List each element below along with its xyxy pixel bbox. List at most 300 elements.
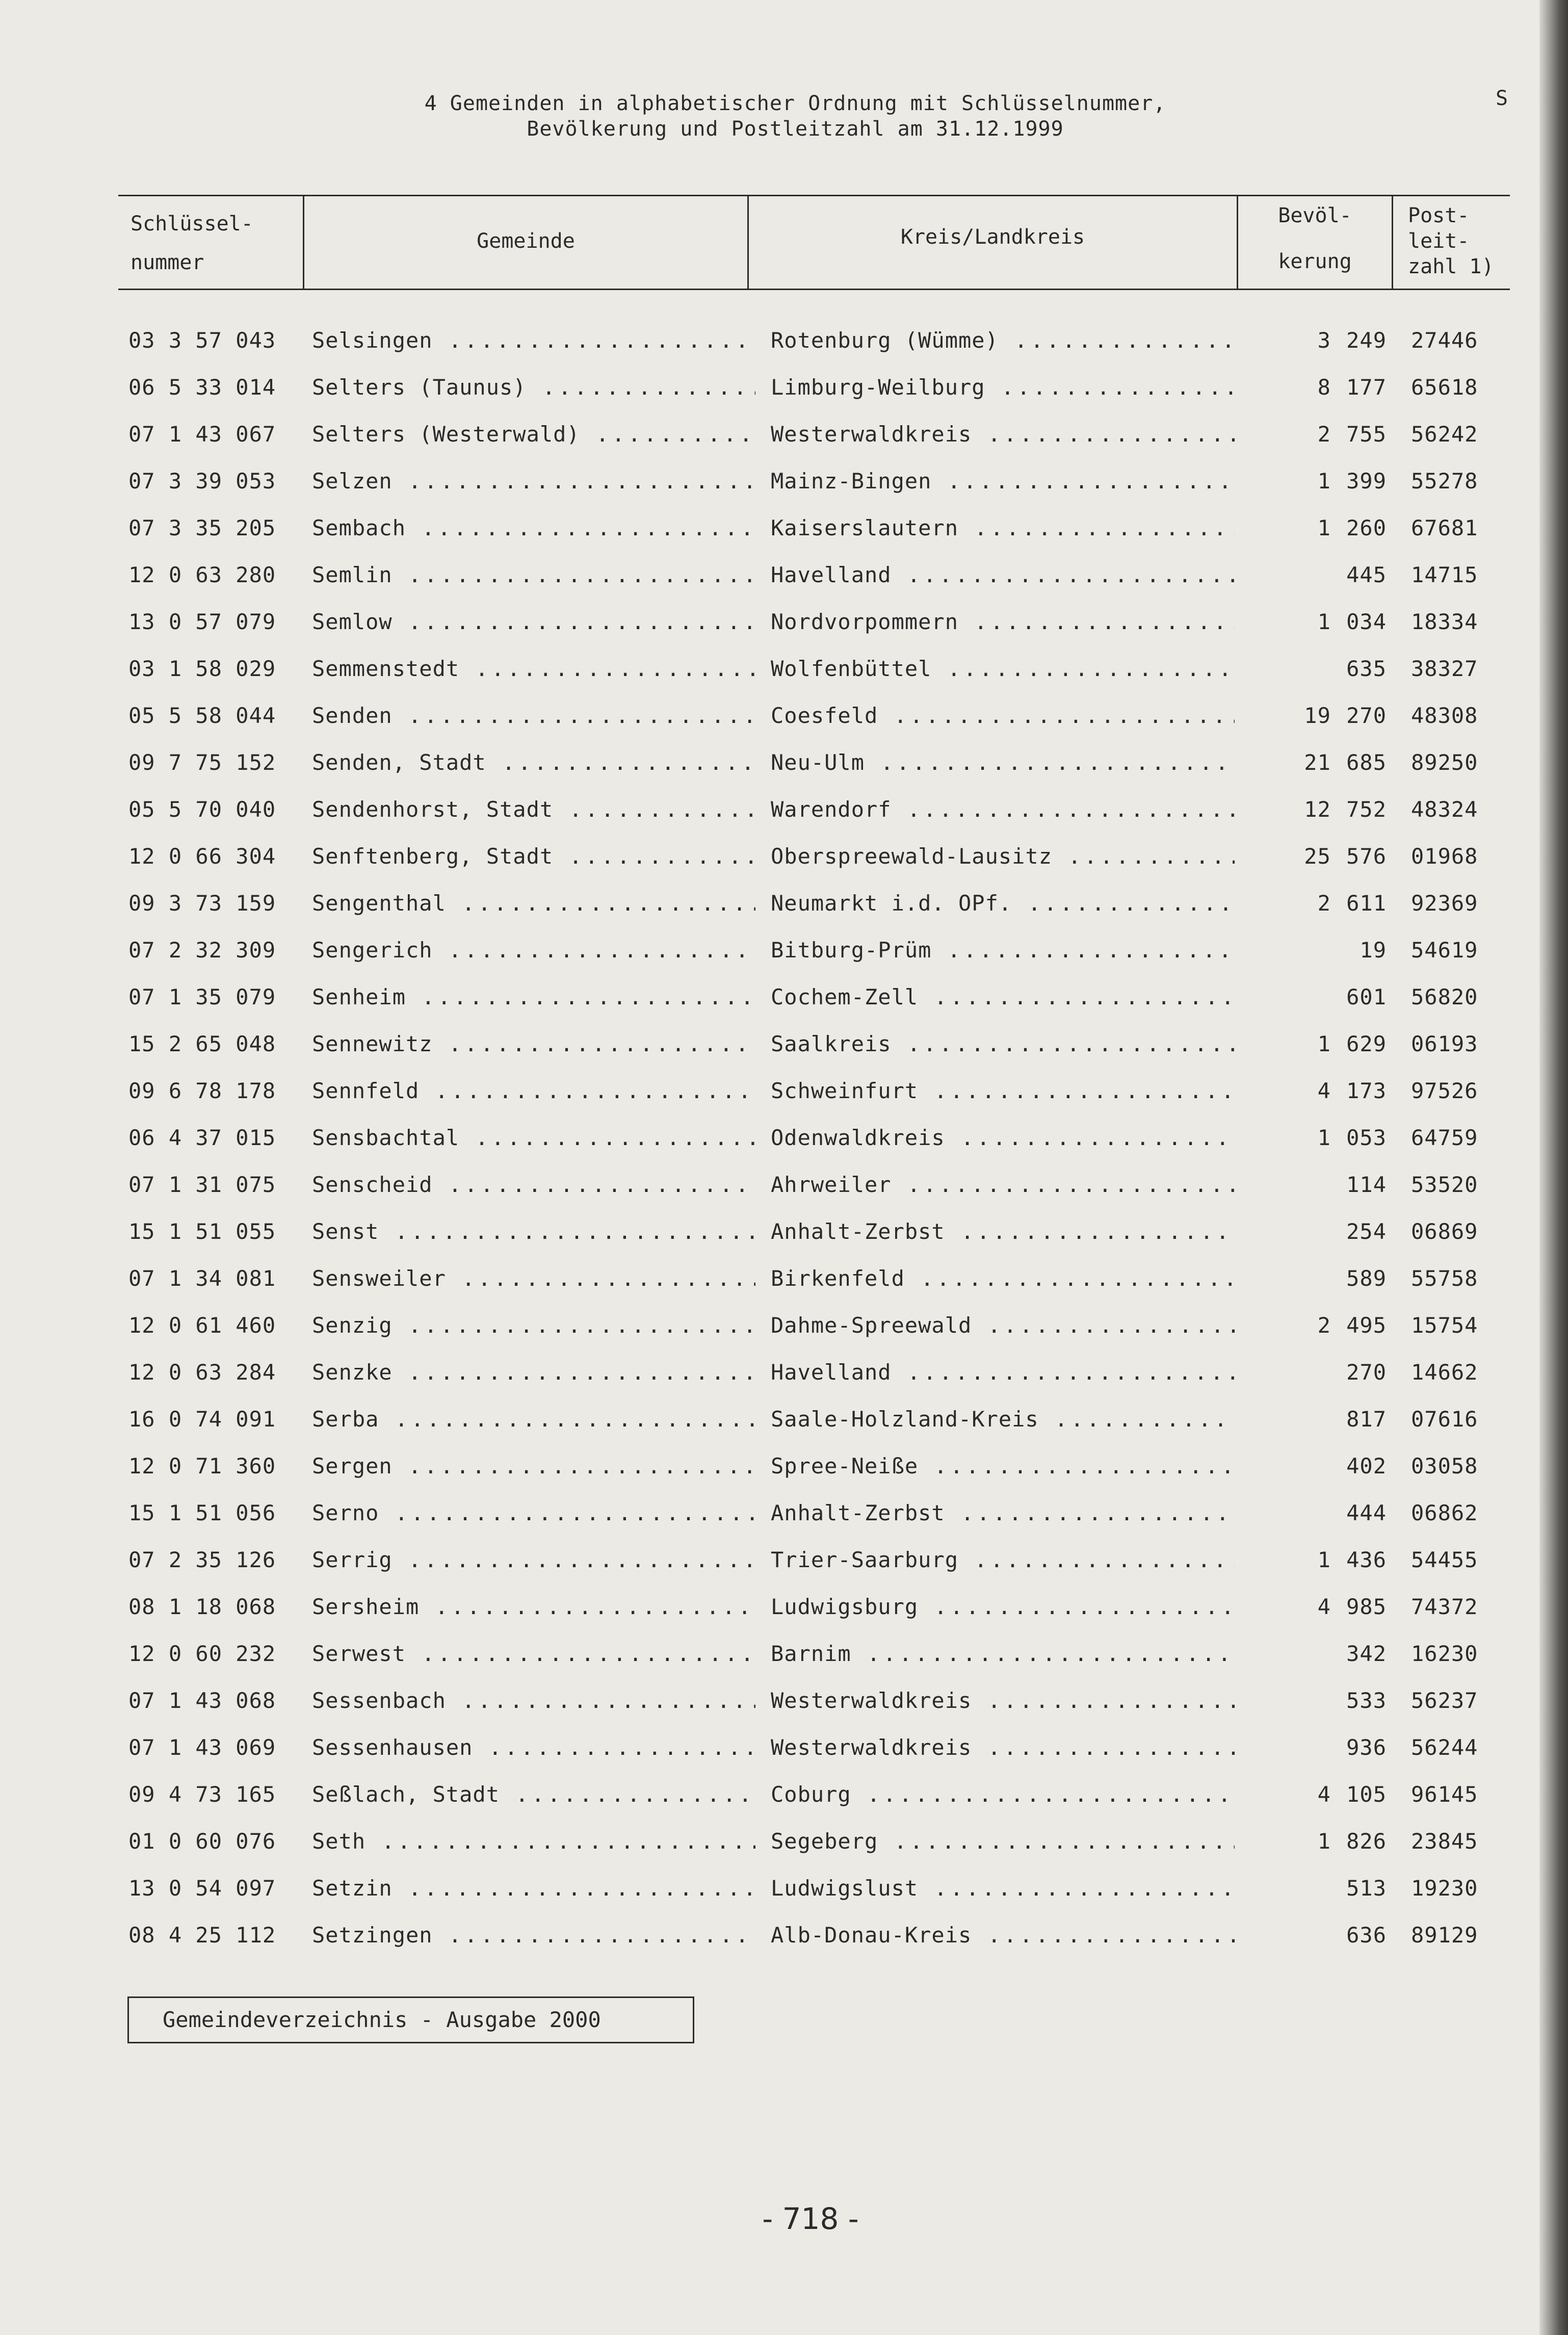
population-value-cell bbox=[1244, 739, 1387, 786]
table-row bbox=[0, 1865, 1539, 1912]
municipality-key: 16 0 74 091 bbox=[128, 1407, 276, 1432]
population-value-cell bbox=[1244, 927, 1387, 974]
district-name: Spree-Neiße ..... bbox=[771, 1454, 1235, 1478]
municipality-name-cell bbox=[312, 599, 755, 645]
population-value-cell bbox=[1244, 1396, 1387, 1443]
municipality-key-cell bbox=[128, 1302, 297, 1349]
district-name: Saale-Holzland-Kreis ..... bbox=[771, 1407, 1235, 1432]
population-value: 402 bbox=[1346, 1454, 1387, 1478]
postal-code: 92369 bbox=[1411, 891, 1478, 916]
population-value-cell bbox=[1244, 1771, 1387, 1818]
municipality-name: Sendenhorst, Stadt ..... bbox=[312, 797, 755, 822]
municipality-name: Senden, Stadt ..... bbox=[312, 750, 755, 775]
title-line-1: 4 Gemeinden in alphabetischer Ordnung mit Schlüsselnummer, bbox=[424, 92, 1166, 115]
municipality-name: Setzin ..... bbox=[312, 1876, 755, 1901]
district-name-cell bbox=[771, 786, 1235, 833]
table-row bbox=[0, 1349, 1539, 1396]
postal-code: 53520 bbox=[1411, 1172, 1478, 1197]
district-name-cell bbox=[771, 1630, 1235, 1677]
district-name-cell bbox=[771, 458, 1235, 505]
population-value-cell bbox=[1244, 599, 1387, 645]
population-value: 25 576 bbox=[1304, 844, 1387, 869]
municipality-name-cell bbox=[312, 1114, 755, 1161]
municipality-key: 07 1 43 069 bbox=[128, 1735, 276, 1760]
municipality-key-cell bbox=[128, 505, 297, 552]
state-letter: S bbox=[1496, 87, 1508, 110]
municipality-name-cell bbox=[312, 1865, 755, 1912]
municipality-name: Selzen ..... bbox=[312, 469, 755, 494]
population-value-cell bbox=[1244, 833, 1387, 880]
municipality-key-cell bbox=[128, 1630, 297, 1677]
population-value-cell bbox=[1244, 880, 1387, 927]
header-bottom-rule bbox=[118, 289, 1510, 290]
postal-code-cell bbox=[1411, 1068, 1503, 1114]
postal-code-cell bbox=[1411, 1255, 1503, 1302]
municipality-name-cell bbox=[312, 1068, 755, 1114]
table-row bbox=[0, 1677, 1539, 1724]
municipality-name-cell bbox=[312, 552, 755, 599]
municipality-key: 01 0 60 076 bbox=[128, 1829, 276, 1854]
municipality-name-cell bbox=[312, 974, 755, 1021]
municipality-key: 15 2 65 048 bbox=[128, 1031, 276, 1056]
district-name-cell bbox=[771, 1818, 1235, 1865]
municipality-name: Sergen ..... bbox=[312, 1454, 755, 1478]
municipality-name: Senscheid ..... bbox=[312, 1172, 755, 1197]
postal-code: 64759 bbox=[1411, 1125, 1478, 1150]
municipality-name: Sensweiler ..... bbox=[312, 1266, 755, 1291]
column-header-gemeinde: Gemeinde bbox=[477, 229, 575, 253]
district-name-cell bbox=[771, 1490, 1235, 1537]
postal-code: 89250 bbox=[1411, 750, 1478, 775]
municipality-name-cell bbox=[312, 1349, 755, 1396]
district-name: Neu-Ulm ..... bbox=[771, 750, 1235, 775]
postal-code-cell bbox=[1411, 1584, 1503, 1630]
municipality-key-cell bbox=[128, 1161, 297, 1208]
postal-code: 38327 bbox=[1411, 656, 1478, 681]
population-value-cell bbox=[1244, 505, 1387, 552]
municipality-key: 07 2 35 126 bbox=[128, 1547, 276, 1572]
postal-code-cell bbox=[1411, 1818, 1503, 1865]
population-value: 342 bbox=[1346, 1641, 1387, 1666]
municipality-name: Seßlach, Stadt ..... bbox=[312, 1782, 755, 1807]
municipality-key-cell bbox=[128, 927, 297, 974]
municipality-name-cell bbox=[312, 1490, 755, 1537]
population-value: 2 611 bbox=[1317, 891, 1387, 916]
district-name: Odenwaldkreis ..... bbox=[771, 1125, 1235, 1150]
population-value-cell bbox=[1244, 1537, 1387, 1584]
population-value: 114 bbox=[1346, 1172, 1387, 1197]
district-name: Cochem-Zell ..... bbox=[771, 984, 1235, 1009]
municipality-key-cell bbox=[128, 1490, 297, 1537]
postal-code-cell bbox=[1411, 833, 1503, 880]
municipality-name-cell bbox=[312, 880, 755, 927]
district-name-cell bbox=[771, 552, 1235, 599]
postal-code-cell bbox=[1411, 411, 1503, 458]
municipality-name-cell bbox=[312, 505, 755, 552]
district-name-cell bbox=[771, 505, 1235, 552]
municipality-name: Setzingen ..... bbox=[312, 1923, 755, 1948]
municipality-name-cell bbox=[312, 692, 755, 739]
municipality-name-cell bbox=[312, 364, 755, 411]
municipality-key-cell bbox=[128, 1865, 297, 1912]
population-value: 1 826 bbox=[1317, 1829, 1387, 1854]
table-header bbox=[118, 195, 1510, 290]
postal-code-cell bbox=[1411, 599, 1503, 645]
population-value: 444 bbox=[1346, 1500, 1387, 1525]
municipality-name-cell bbox=[312, 1396, 755, 1443]
district-name: Trier-Saarburg ..... bbox=[771, 1547, 1235, 1572]
header-divider bbox=[1392, 195, 1393, 290]
municipality-key-cell bbox=[128, 599, 297, 645]
district-name: Barnim ..... bbox=[771, 1641, 1235, 1666]
table-row bbox=[0, 505, 1539, 552]
municipality-name-cell bbox=[312, 1302, 755, 1349]
district-name: Rotenburg (Wümme) ..... bbox=[771, 328, 1235, 353]
table-row bbox=[0, 1912, 1539, 1959]
population-value: 445 bbox=[1346, 562, 1387, 587]
table-row bbox=[0, 927, 1539, 974]
district-name: Bitburg-Prüm ..... bbox=[771, 938, 1235, 963]
population-value: 635 bbox=[1346, 656, 1387, 681]
municipality-name: Sennfeld ..... bbox=[312, 1078, 755, 1103]
municipality-key-cell bbox=[128, 1349, 297, 1396]
population-value-cell bbox=[1244, 1677, 1387, 1724]
population-value: 1 053 bbox=[1317, 1125, 1387, 1150]
district-name: Oberspreewald-Lausitz ..... bbox=[771, 844, 1235, 869]
district-name: Westerwaldkreis ..... bbox=[771, 1735, 1235, 1760]
table-row bbox=[0, 1584, 1539, 1630]
district-name: Alb-Donau-Kreis ..... bbox=[771, 1923, 1235, 1948]
district-name-cell bbox=[771, 1865, 1235, 1912]
postal-code: 56820 bbox=[1411, 984, 1478, 1009]
district-name-cell bbox=[771, 1912, 1235, 1959]
table-row bbox=[0, 833, 1539, 880]
district-name-cell bbox=[771, 1302, 1235, 1349]
postal-code: 56237 bbox=[1411, 1688, 1478, 1713]
municipality-name: Sessenhausen ..... bbox=[312, 1735, 755, 1760]
district-name-cell bbox=[771, 692, 1235, 739]
column-header-population: Bevöl- kerung bbox=[1278, 204, 1352, 273]
municipality-key-cell bbox=[128, 1443, 297, 1490]
population-value-cell bbox=[1244, 1068, 1387, 1114]
population-value: 589 bbox=[1346, 1266, 1387, 1291]
municipality-name-cell bbox=[312, 411, 755, 458]
municipality-name: Selters (Taunus) ..... bbox=[312, 375, 755, 400]
postal-code-cell bbox=[1411, 1771, 1503, 1818]
postal-code-cell bbox=[1411, 1443, 1503, 1490]
postal-code-cell bbox=[1411, 317, 1503, 364]
postal-code-cell bbox=[1411, 1114, 1503, 1161]
postal-code-cell bbox=[1411, 1208, 1503, 1255]
population-value: 4 105 bbox=[1317, 1782, 1387, 1807]
page-number: - 718 - bbox=[762, 2201, 859, 2236]
postal-code: 74372 bbox=[1411, 1594, 1478, 1619]
population-value-cell bbox=[1244, 692, 1387, 739]
municipality-key: 07 1 31 075 bbox=[128, 1172, 276, 1197]
population-value: 19 bbox=[1360, 938, 1387, 963]
municipality-key: 09 6 78 178 bbox=[128, 1078, 276, 1103]
district-name: Westerwaldkreis ..... bbox=[771, 422, 1235, 447]
postal-code-cell bbox=[1411, 1349, 1503, 1396]
municipality-key-cell bbox=[128, 552, 297, 599]
municipality-key-cell bbox=[128, 1255, 297, 1302]
postal-code-cell bbox=[1411, 1865, 1503, 1912]
municipality-key-cell bbox=[128, 1396, 297, 1443]
municipality-key-cell bbox=[128, 1114, 297, 1161]
district-name-cell bbox=[771, 1771, 1235, 1818]
postal-code: 01968 bbox=[1411, 844, 1478, 869]
population-value-cell bbox=[1244, 1161, 1387, 1208]
table-row bbox=[0, 552, 1539, 599]
municipality-name: Senheim ..... bbox=[312, 984, 755, 1009]
postal-code: 48324 bbox=[1411, 797, 1478, 822]
district-name: Warendorf ..... bbox=[771, 797, 1235, 822]
municipality-key-cell bbox=[128, 1818, 297, 1865]
municipality-name: Serno ..... bbox=[312, 1500, 755, 1525]
population-value-cell bbox=[1244, 317, 1387, 364]
column-header-key: Schlüssel- nummer bbox=[130, 212, 253, 274]
postal-code: 54619 bbox=[1411, 938, 1478, 963]
municipality-name: Senftenberg, Stadt ..... bbox=[312, 844, 755, 869]
district-name: Wolfenbüttel ..... bbox=[771, 656, 1235, 681]
postal-code-cell bbox=[1411, 458, 1503, 505]
municipality-name: Sersheim ..... bbox=[312, 1594, 755, 1619]
district-name-cell bbox=[771, 411, 1235, 458]
district-name-cell bbox=[771, 645, 1235, 692]
municipality-name: Semlin ..... bbox=[312, 562, 755, 587]
district-name-cell bbox=[771, 1584, 1235, 1630]
postal-code-cell bbox=[1411, 1537, 1503, 1584]
municipality-key: 12 0 61 460 bbox=[128, 1313, 276, 1338]
postal-code-cell bbox=[1411, 1724, 1503, 1771]
population-value-cell bbox=[1244, 1114, 1387, 1161]
municipality-name: Senzig ..... bbox=[312, 1313, 755, 1338]
postal-code: 15754 bbox=[1411, 1313, 1478, 1338]
postal-code-cell bbox=[1411, 786, 1503, 833]
municipality-key: 12 0 63 280 bbox=[128, 562, 276, 587]
municipality-key-cell bbox=[128, 833, 297, 880]
postal-code-cell bbox=[1411, 1161, 1503, 1208]
municipality-name: Selters (Westerwald) ..... bbox=[312, 422, 755, 447]
district-name-cell bbox=[771, 1255, 1235, 1302]
municipality-key: 03 3 57 043 bbox=[128, 328, 276, 353]
municipality-key-cell bbox=[128, 1021, 297, 1068]
population-value-cell bbox=[1244, 1021, 1387, 1068]
population-value-cell bbox=[1244, 411, 1387, 458]
postal-code: 06869 bbox=[1411, 1219, 1478, 1244]
municipality-name: Serba ..... bbox=[312, 1407, 755, 1432]
postal-code: 65618 bbox=[1411, 375, 1478, 400]
municipality-name: Senden ..... bbox=[312, 703, 755, 728]
municipality-key-cell bbox=[128, 458, 297, 505]
postal-code: 56242 bbox=[1411, 422, 1478, 447]
municipality-name-cell bbox=[312, 1255, 755, 1302]
column-header-plz: Post- leit- zahl 1) bbox=[1408, 204, 1494, 278]
district-name: Schweinfurt ..... bbox=[771, 1078, 1235, 1103]
population-value: 1 260 bbox=[1317, 515, 1387, 540]
municipality-name-cell bbox=[312, 645, 755, 692]
municipality-name-cell bbox=[312, 1161, 755, 1208]
book-binding-edge bbox=[1539, 0, 1568, 2335]
population-value-cell bbox=[1244, 1349, 1387, 1396]
district-name-cell bbox=[771, 833, 1235, 880]
population-value: 270 bbox=[1346, 1360, 1387, 1385]
district-name: Ludwigsburg ..... bbox=[771, 1594, 1235, 1619]
population-value-cell bbox=[1244, 1490, 1387, 1537]
population-value-cell bbox=[1244, 1724, 1387, 1771]
district-name: Ahrweiler ..... bbox=[771, 1172, 1235, 1197]
postal-code: 18334 bbox=[1411, 609, 1478, 634]
municipality-key: 15 1 51 055 bbox=[128, 1219, 276, 1244]
municipality-key-cell bbox=[128, 364, 297, 411]
postal-code: 97526 bbox=[1411, 1078, 1478, 1103]
municipality-name: Sennewitz ..... bbox=[312, 1031, 755, 1056]
municipality-key: 09 3 73 159 bbox=[128, 891, 276, 916]
municipality-key-cell bbox=[128, 786, 297, 833]
district-name: Saalkreis ..... bbox=[771, 1031, 1235, 1056]
population-value: 936 bbox=[1346, 1735, 1387, 1760]
postal-code: 55278 bbox=[1411, 469, 1478, 494]
postal-code-cell bbox=[1411, 1490, 1503, 1537]
population-value-cell bbox=[1244, 364, 1387, 411]
population-value: 21 685 bbox=[1304, 750, 1387, 775]
municipality-key: 08 1 18 068 bbox=[128, 1594, 276, 1619]
district-name-cell bbox=[771, 317, 1235, 364]
postal-code-cell bbox=[1411, 364, 1503, 411]
district-name: Havelland ..... bbox=[771, 562, 1235, 587]
district-name: Dahme-Spreewald ..... bbox=[771, 1313, 1235, 1338]
district-name: Westerwaldkreis ..... bbox=[771, 1688, 1235, 1713]
postal-code-cell bbox=[1411, 1630, 1503, 1677]
municipality-key: 13 0 57 079 bbox=[128, 609, 276, 634]
table-row bbox=[0, 458, 1539, 505]
municipality-key: 12 0 66 304 bbox=[128, 844, 276, 869]
municipality-name-cell bbox=[312, 786, 755, 833]
district-name-cell bbox=[771, 1537, 1235, 1584]
municipality-name: Senzke ..... bbox=[312, 1360, 755, 1385]
municipality-key-cell bbox=[128, 1724, 297, 1771]
postal-code: 48308 bbox=[1411, 703, 1478, 728]
population-value: 2 755 bbox=[1317, 422, 1387, 447]
municipality-key: 07 2 32 309 bbox=[128, 938, 276, 963]
table-row bbox=[0, 1537, 1539, 1584]
population-value-cell bbox=[1244, 1443, 1387, 1490]
table-row bbox=[0, 739, 1539, 786]
municipality-name: Semlow ..... bbox=[312, 609, 755, 634]
population-value: 4 985 bbox=[1317, 1594, 1387, 1619]
municipality-key: 12 0 60 232 bbox=[128, 1641, 276, 1666]
municipality-name: Senst ..... bbox=[312, 1219, 755, 1244]
header-top-rule bbox=[118, 195, 1510, 196]
population-value: 513 bbox=[1346, 1876, 1387, 1901]
municipality-name-cell bbox=[312, 1630, 755, 1677]
municipality-key-cell bbox=[128, 1537, 297, 1584]
municipality-key-cell bbox=[128, 317, 297, 364]
municipality-key: 08 4 25 112 bbox=[128, 1923, 276, 1948]
table-row bbox=[0, 1161, 1539, 1208]
table-row bbox=[0, 1302, 1539, 1349]
district-name: Kaiserslautern ..... bbox=[771, 515, 1235, 540]
table-row bbox=[0, 317, 1539, 364]
postal-code: 14662 bbox=[1411, 1360, 1478, 1385]
table-row bbox=[0, 786, 1539, 833]
municipality-name-cell bbox=[312, 1208, 755, 1255]
municipality-key: 06 5 33 014 bbox=[128, 375, 276, 400]
municipality-name-cell bbox=[312, 1584, 755, 1630]
population-value: 19 270 bbox=[1304, 703, 1387, 728]
municipality-key: 09 4 73 165 bbox=[128, 1782, 276, 1807]
table-row bbox=[0, 1114, 1539, 1161]
municipality-name-cell bbox=[312, 1443, 755, 1490]
district-name: Havelland ..... bbox=[771, 1360, 1235, 1385]
postal-code-cell bbox=[1411, 1021, 1503, 1068]
municipality-name: Serwest ..... bbox=[312, 1641, 755, 1666]
district-name-cell bbox=[771, 1068, 1235, 1114]
table-row bbox=[0, 1630, 1539, 1677]
district-name-cell bbox=[771, 1021, 1235, 1068]
municipality-name: Semmenstedt ..... bbox=[312, 656, 755, 681]
postal-code: 07616 bbox=[1411, 1407, 1478, 1432]
municipality-name-cell bbox=[312, 927, 755, 974]
population-value: 533 bbox=[1346, 1688, 1387, 1713]
district-name-cell bbox=[771, 739, 1235, 786]
municipality-key-cell bbox=[128, 411, 297, 458]
postal-code: 27446 bbox=[1411, 328, 1478, 353]
district-name: Coburg ..... bbox=[771, 1782, 1235, 1807]
postal-code: 06193 bbox=[1411, 1031, 1478, 1056]
municipality-name-cell bbox=[312, 1537, 755, 1584]
municipality-key: 05 5 70 040 bbox=[128, 797, 276, 822]
municipality-key: 09 7 75 152 bbox=[128, 750, 276, 775]
municipality-name-cell bbox=[312, 458, 755, 505]
municipality-key: 12 0 63 284 bbox=[128, 1360, 276, 1385]
population-value: 8 177 bbox=[1317, 375, 1387, 400]
population-value-cell bbox=[1244, 1818, 1387, 1865]
table-row bbox=[0, 974, 1539, 1021]
municipality-name-cell bbox=[312, 1021, 755, 1068]
table-row bbox=[0, 692, 1539, 739]
table-row bbox=[0, 1068, 1539, 1114]
district-name: Neumarkt i.d. OPf. ..... bbox=[771, 891, 1235, 916]
municipality-key: 07 1 43 067 bbox=[128, 422, 276, 447]
district-name-cell bbox=[771, 880, 1235, 927]
municipality-key-cell bbox=[128, 1771, 297, 1818]
population-value: 12 752 bbox=[1304, 797, 1387, 822]
municipality-key-cell bbox=[128, 1912, 297, 1959]
postal-code-cell bbox=[1411, 1912, 1503, 1959]
municipality-key-cell bbox=[128, 1584, 297, 1630]
district-name-cell bbox=[771, 1677, 1235, 1724]
postal-code-cell bbox=[1411, 974, 1503, 1021]
table-row bbox=[0, 1208, 1539, 1255]
population-value: 636 bbox=[1346, 1923, 1387, 1948]
population-value-cell bbox=[1244, 1865, 1387, 1912]
district-name-cell bbox=[771, 1208, 1235, 1255]
municipality-key-cell bbox=[128, 880, 297, 927]
municipality-name-cell bbox=[312, 1677, 755, 1724]
district-name: Coesfeld ..... bbox=[771, 703, 1235, 728]
municipality-key: 03 1 58 029 bbox=[128, 656, 276, 681]
population-value: 2 495 bbox=[1317, 1313, 1387, 1338]
municipality-name: Sengenthal ..... bbox=[312, 891, 755, 916]
table-row bbox=[0, 1255, 1539, 1302]
municipality-name: Sessenbach ..... bbox=[312, 1688, 755, 1713]
population-value: 601 bbox=[1346, 984, 1387, 1009]
district-name: Limburg-Weilburg ..... bbox=[771, 375, 1235, 400]
postal-code-cell bbox=[1411, 739, 1503, 786]
municipality-key: 07 1 35 079 bbox=[128, 984, 276, 1009]
municipality-key: 06 4 37 015 bbox=[128, 1125, 276, 1150]
